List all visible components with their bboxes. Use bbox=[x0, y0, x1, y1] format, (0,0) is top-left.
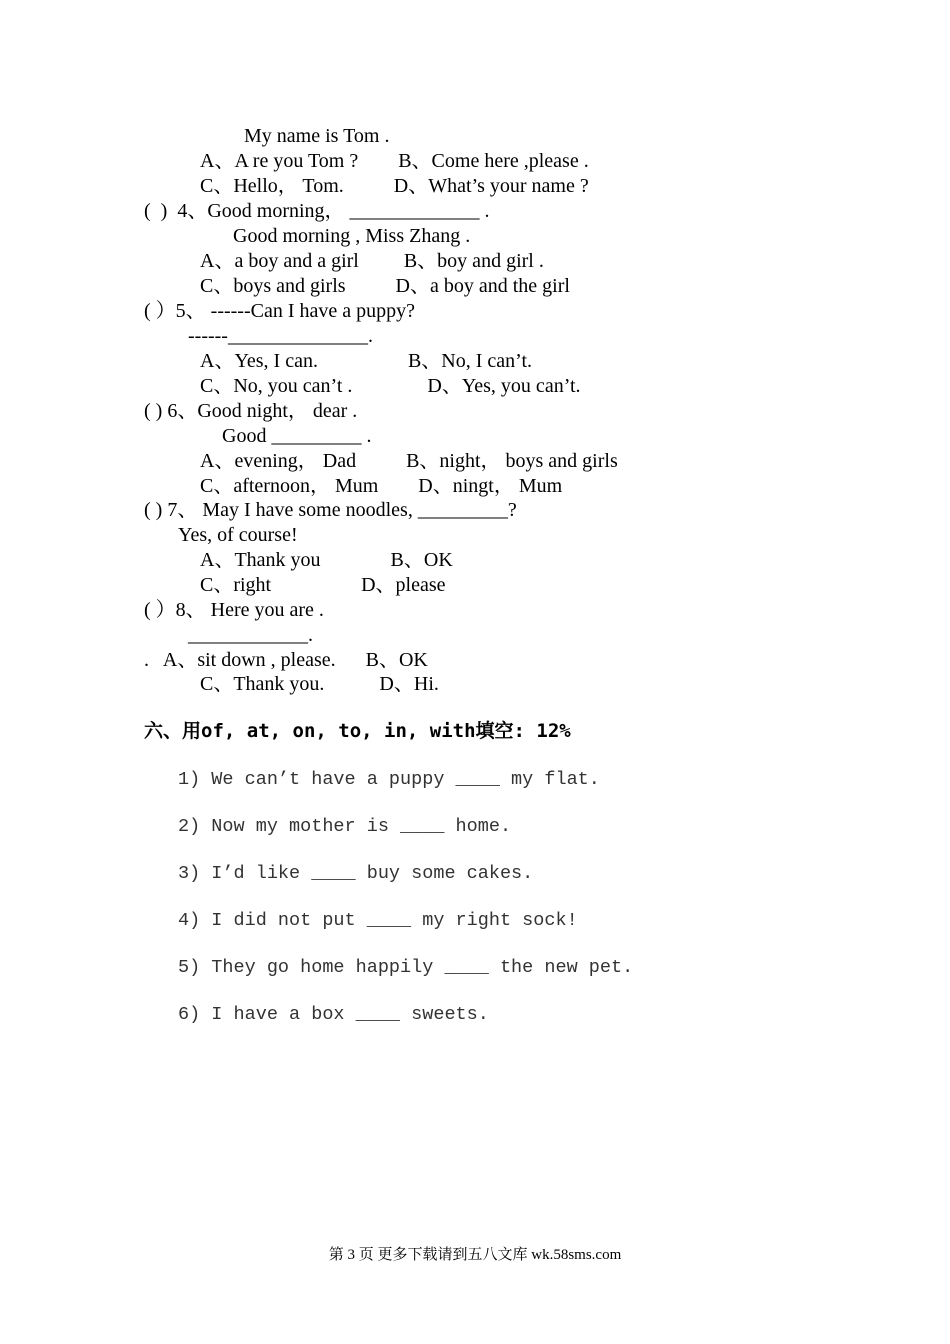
question-7-response: Yes, of course! bbox=[178, 524, 298, 546]
section-six-heading: 六、用of, at, on, to, in, with填空: 12% bbox=[144, 720, 571, 742]
question-3-answer-line: My name is Tom . bbox=[244, 125, 390, 147]
question-5-response-blank: ------______________. bbox=[188, 325, 373, 347]
question-5-prompt: ( ）5、 ------Can I have a puppy? bbox=[144, 300, 416, 322]
question-6-response: Good _________ . bbox=[222, 425, 372, 447]
question-3-options-cd: C、Hello， Tom. D、What’s your name ? bbox=[200, 175, 589, 197]
question-8-options-cd: C、Thank you. D、Hi. bbox=[200, 673, 439, 695]
question-4-options-ab: A、a boy and a girl B、boy and girl . bbox=[200, 250, 544, 272]
question-8-prompt: ( ）8、 Here you are . bbox=[144, 599, 324, 621]
question-7-prompt: ( ) 7、 May I have some noodles, _________? bbox=[144, 499, 517, 521]
question-4-options-cd: C、boys and girls D、a boy and the girl bbox=[200, 275, 570, 297]
question-5-options-ab: A、Yes, I can. B、No, I can’t. bbox=[200, 350, 533, 372]
question-4-response: Good morning , Miss Zhang . bbox=[233, 225, 471, 247]
question-6-options-cd: C、afternoon， Mum D、ningt， Mum bbox=[200, 475, 563, 497]
fill-item-1: 1) We can’t have a puppy ____ my flat. bbox=[178, 769, 600, 790]
question-7-options-cd: C、right D、please bbox=[200, 574, 446, 596]
page-footer: 第 3 页 更多下载请到五八文库 wk.58sms.com bbox=[328, 1247, 622, 1263]
question-4-prompt: ( ) 4、Good morning， _____________ . bbox=[144, 200, 490, 222]
question-6-options-ab: A、evening， Dad B、night， boys and girls bbox=[200, 450, 618, 472]
question-8-response-blank: ____________. bbox=[188, 624, 313, 646]
question-3-options-ab: A、A re you Tom ? B、Come here ,please . bbox=[200, 150, 589, 172]
fill-item-3: 3) I’d like ____ buy some cakes. bbox=[178, 863, 534, 884]
fill-item-5: 5) They go home happily ____ the new pet. bbox=[178, 957, 634, 978]
question-7-options-ab: A、Thank you B、OK bbox=[200, 549, 453, 571]
question-6-prompt: ( ) 6、Good night， dear . bbox=[144, 400, 358, 422]
fill-item-4: 4) I did not put ____ my right sock! bbox=[178, 910, 578, 931]
fill-item-6: 6) I have a box ____ sweets. bbox=[178, 1004, 489, 1025]
fill-item-2: 2) Now my mother is ____ home. bbox=[178, 816, 512, 837]
question-8-options-ab: . A、sit down , please. B、OK bbox=[144, 649, 428, 671]
question-5-options-cd: C、No, you can’t . D、Yes, you can’t. bbox=[200, 375, 581, 397]
